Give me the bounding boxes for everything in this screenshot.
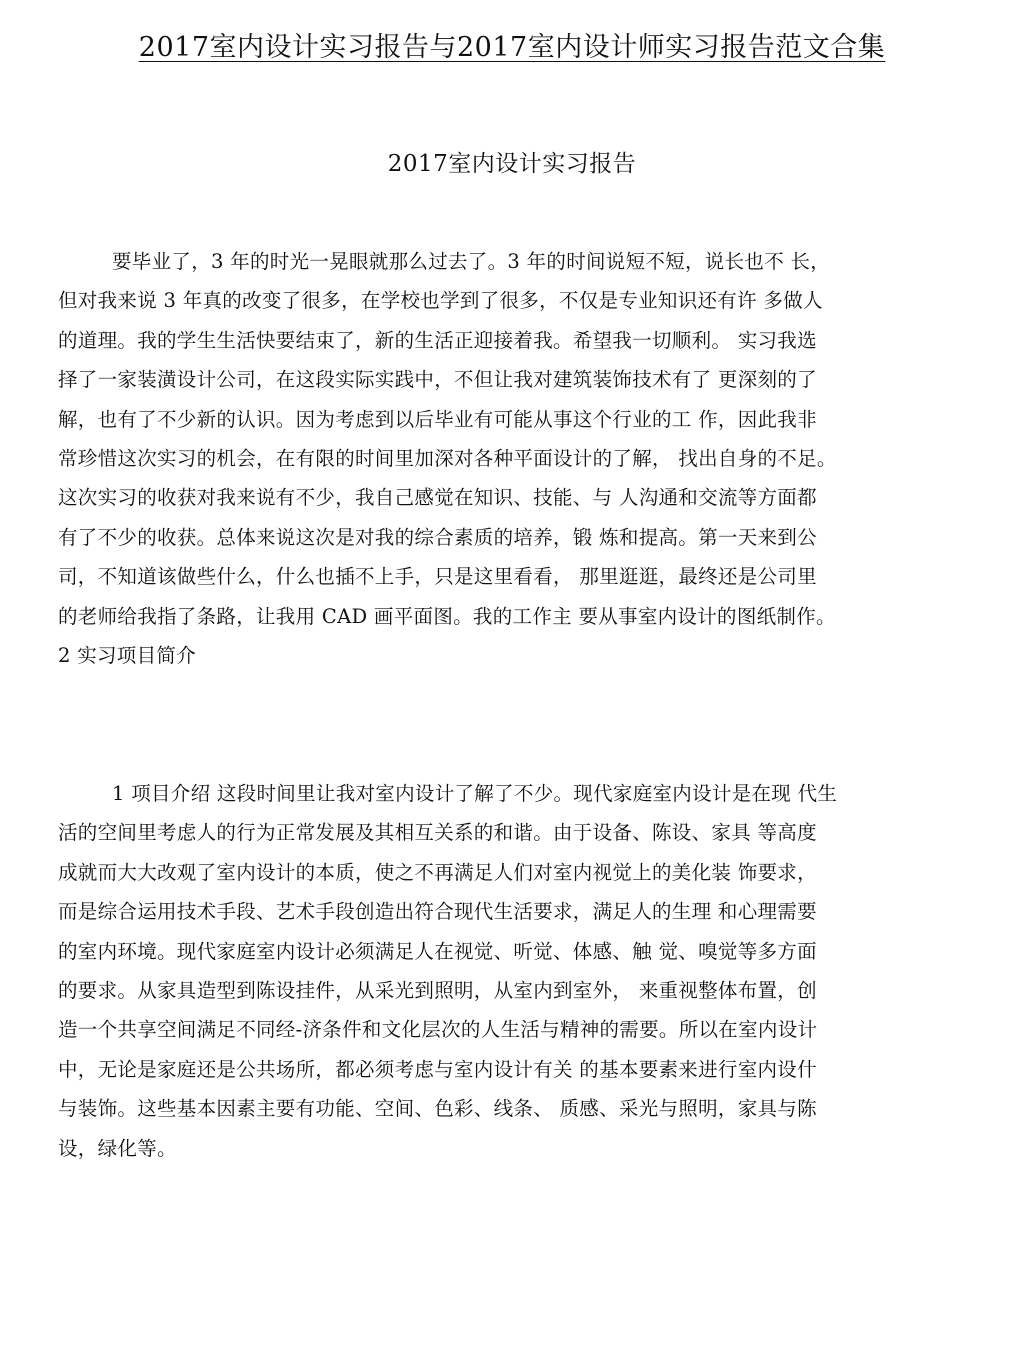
paragraph-internship-experience	[58, 242, 966, 675]
paragraph-line: 择了一家装潢设计公司，在这段实际实践中，不但让我对建筑装饰技术有了 更深刻的了	[58, 368, 817, 392]
paragraph-line: 但对我来说 3 年真的改变了很多，在学校也学到了很多，不仅是专业知识还有许 多做人	[58, 289, 823, 313]
paragraph-line: 中，无论是家庭还是公共场所，都必须考虑与室内设计有关 的基本要素来进行室内设什	[58, 1057, 817, 1081]
paragraph-line: 常珍惜这次实习的机会，在有限的时间里加深对各种平面设计的了解， 找出自身的不足。	[58, 446, 837, 470]
paragraph-line: 活的空间里考虑人的行为正常发展及其相互关系的和谐。由于设备、陈设、家具 等高度	[58, 821, 817, 845]
section-title: 2017室内设计实习报告	[387, 151, 637, 177]
paragraph-line: 司，不知道该做些什么，什么也插不上手，只是这里看看， 那里逛逛，最终还是公司里	[58, 565, 817, 589]
document-main-title: 2017室内设计实习报告与2017室内设计师实习报告范文合集	[138, 32, 886, 63]
paragraph-line: 解，也有了不少新的认识。因为考虑到以后毕业有可能从事这个行业的工 作，因此我非	[58, 407, 817, 431]
paragraph-line: 这次实习的收获对我来说有不少，我自己感觉在知识、技能、与 人沟通和交流等方面都	[58, 486, 817, 510]
paragraph-line: 的室内环境。现代家庭室内设计必须满足人在视觉、听觉、体感、触 觉、嗅觉等多方面	[58, 939, 817, 963]
paragraph-line: 与装饰。这些基本因素主要有功能、空间、色彩、线条、 质感、采光与照明，家具与陈	[58, 1097, 817, 1121]
paragraph-line: 造一个共享空间满足不同经-济条件和文化层次的人生活与精神的需要。所以在室内设计	[58, 1018, 818, 1042]
paragraph-line: 有了不少的收获。总体来说这次是对我的综合素质的培养，锻 炼和提高。第一天来到公	[58, 525, 817, 549]
paragraph-project-introduction	[58, 774, 966, 1168]
paragraph-line: 设，绿化等。	[58, 1136, 177, 1160]
paragraph-line: 的老师给我指了条路，让我用 CAD 画平面图。我的工作主 要从事室内设计的图纸制作。	[58, 604, 836, 628]
paragraph-line: 要毕业了，3 年的时光一晃眼就那么过去了。3 年的时间说短不短，说长也不 长，	[112, 250, 831, 273]
paragraph-line: 的道理。我的学生生活快要结束了，新的生活正迎接着我。希望我一切顺利。 实习我选	[58, 328, 817, 352]
subsection-heading: 2 实习项目简介	[58, 643, 197, 667]
paragraph-line: 而是综合运用技术手段、艺术手段创造出符合现代生活要求，满足人的生理 和心理需要	[58, 900, 817, 924]
paragraph-line: 1 项目介绍 这段时间里让我对室内设计了解了不少。现代家庭室内设计是在现 代生	[112, 782, 838, 805]
paragraph-line: 成就而大大改观了室内设计的本质，使之不再满足人们对室内视觉上的美化装 饰要求，	[58, 860, 817, 884]
paragraph-line: 的要求。从家具造型到陈设挂件，从采光到照明，从室内到室外， 来重视整体布置，创	[58, 978, 817, 1002]
